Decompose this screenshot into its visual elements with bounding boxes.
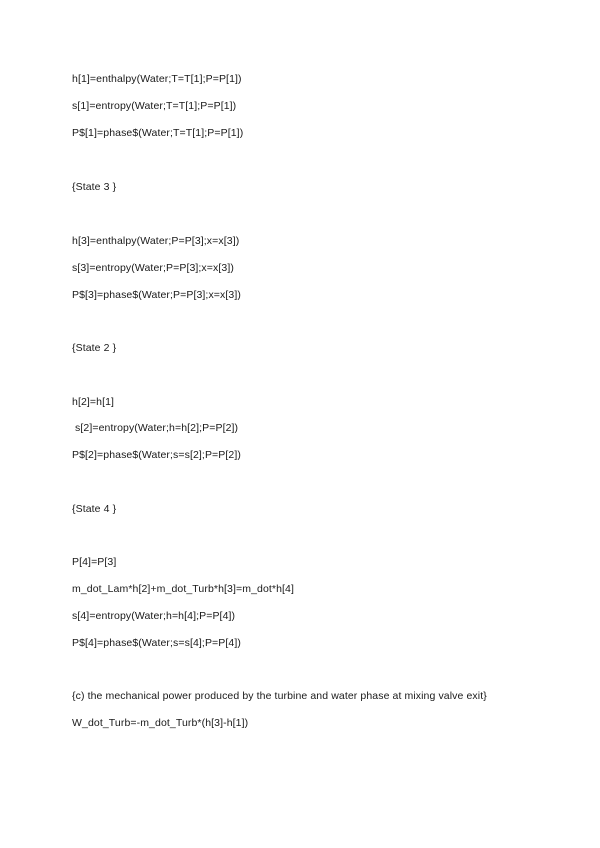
equation-h1: h[1]=enthalpy(Water;T=T[1];P=P[1]) xyxy=(72,73,242,85)
equation-phase4: P$[4]=phase$(Water;s=s[4];P=P[4]) xyxy=(72,637,241,649)
comment-state-2: {State 2 } xyxy=(72,342,117,354)
equation-s2: s[2]=entropy(Water;h=h[2];P=P[2]) xyxy=(72,422,239,434)
equation-p4: P[4]=P[3] xyxy=(72,556,117,568)
equation-s4: s[4]=entropy(Water;h=h[4];P=P[4]) xyxy=(72,610,236,622)
equation-turbine-power: W_dot_Turb=-m_dot_Turb*(h[3]-h[1]) xyxy=(72,717,249,729)
equation-phase2: P$[2]=phase$(Water;s=s[2];P=P[2]) xyxy=(72,449,241,461)
equation-phase1: P$[1]=phase$(Water;T=T[1];P=P[1]) xyxy=(72,127,244,139)
comment-state-4: {State 4 } xyxy=(72,503,117,515)
equation-s1: s[1]=entropy(Water;T=T[1];P=P[1]) xyxy=(72,100,237,112)
equation-phase3: P$[3]=phase$(Water;P=P[3];x=x[3]) xyxy=(72,289,241,301)
equation-h3: h[3]=enthalpy(Water;P=P[3];x=x[3]) xyxy=(72,235,240,247)
equation-h2: h[2]=h[1] xyxy=(72,396,115,408)
equation-energy-balance: m_dot_Lam*h[2]+m_dot_Turb*h[3]=m_dot*h[4] xyxy=(72,583,295,595)
comment-part-c: {c) the mechanical power produced by the turbine and water phase at mixing valve exit} xyxy=(72,690,487,702)
equation-s3: s[3]=entropy(Water;P=P[3];x=x[3]) xyxy=(72,262,234,274)
comment-state-3: {State 3 } xyxy=(72,181,117,193)
